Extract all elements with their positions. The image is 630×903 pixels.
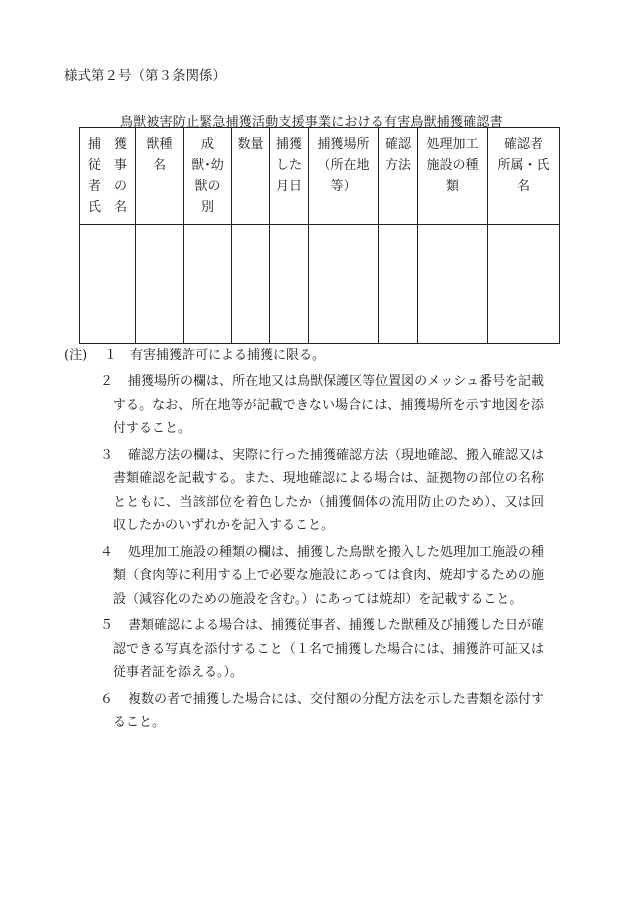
table-cell[interactable] [232,225,270,344]
note-item [64,444,544,538]
header-quantity [232,128,270,225]
table-cell[interactable] [379,225,418,344]
header-adult-juvenile [184,128,232,225]
header-line: 捕 獲 [88,137,128,152]
header-line: 等） [330,179,357,194]
header-line: 従 事 [88,158,128,173]
note-number: ６ [100,691,114,707]
header-line: 所属・氏 [497,158,550,173]
header-line: 捕獲 [276,137,303,152]
note-text: 確認方法の欄は、実際に行った捕獲確認方法（現地確認、搬入確認又は書類確認を記載する。また、現地確認による場合は、証拠物の部位の名称とともに、当該部位を着色したか（捕獲個体の流用防止のため）、又は回収したかのいずれかを記入すること。 [113,447,545,533]
header-line: 者 の [88,179,128,194]
table-cell[interactable] [136,225,184,344]
header-line: 捕獲場所 [317,137,370,152]
header-line: 獣種 [146,137,173,152]
notes-heading: (注) [64,348,88,363]
header-line: 氏 名 [88,200,128,215]
header-line: 施設の種 [426,158,479,173]
table-header-row [80,128,560,225]
note-item [64,614,544,685]
note-text: 捕獲場所の欄は、所在地又は鳥獣保護区等位置図のメッシュ番号を記載する。なお、所在地等が記載できない場合には、捕獲場所を示す地図を添付すること。 [113,374,544,436]
capture-record-table [79,127,560,344]
note-text: 複数の者で捕獲した場合には、交付額の分配方法を示した書類を添付すること。 [113,691,545,730]
document-title: 鳥獣被害防止緊急捕獲活動支援事業における有害鳥獣捕獲確認書 [120,115,503,130]
note-number: ３ [100,447,114,463]
header-confirmer [488,128,560,225]
note-item [64,370,544,441]
header-line: 類 [446,179,460,194]
table-cell[interactable] [270,225,309,344]
header-line: 確認 [385,137,412,152]
note-number: ２ [100,374,114,389]
header-processing-facility [418,128,488,225]
header-species [136,128,184,225]
header-line: 成 [201,137,215,152]
table-cell[interactable] [488,225,560,344]
header-line: した [276,158,303,173]
header-confirm-method [379,128,418,225]
header-line: 数量 [237,137,264,152]
header-line: 別 [201,200,215,215]
header-line: 処理加工 [426,137,479,152]
note-text: 書類確認による場合は、捕獲従事者、捕獲した獣種及び捕獲した日が確認できる写真を添付すること（１名で捕獲した場合には、捕獲許可証又は従事者証を添える。）。 [113,618,545,680]
header-hunter-name [80,128,136,225]
header-line: 名 [153,158,167,173]
header-line: 月日 [276,179,303,194]
header-line: 名 [517,179,531,194]
note-text: 有害捕獲許可による捕獲に限る。 [130,348,326,363]
header-line: （所在地 [317,158,370,173]
note-number: １ [104,348,118,363]
note-item [64,541,544,612]
header-capture-date [270,128,309,225]
header-line: 獣の [194,179,221,194]
table-cell[interactable] [309,225,379,344]
note-item [64,345,544,367]
table-cell[interactable] [80,225,136,344]
header-capture-location [309,128,379,225]
table-row [80,225,560,344]
notes-section [64,345,544,735]
header-line: 獣･幼 [191,158,224,173]
table-cell[interactable] [418,225,488,344]
note-text: 処理加工施設の種類の欄は、捕獲した鳥獣を搬入した処理加工施設の種類（食肉等に利用する上で必要な施設にあっては食肉、焼却するための施設（減容化のための施設を含む。）にあっては焼却）を記載すること。 [113,544,545,607]
note-number: ５ [100,618,114,633]
header-line: 方法 [385,158,412,173]
note-number: ４ [100,544,114,560]
note-item [64,688,544,735]
table-cell[interactable] [184,225,232,344]
form-label: 様式第２号（第３条関係） [64,68,226,84]
header-line: 確認者 [504,137,544,152]
